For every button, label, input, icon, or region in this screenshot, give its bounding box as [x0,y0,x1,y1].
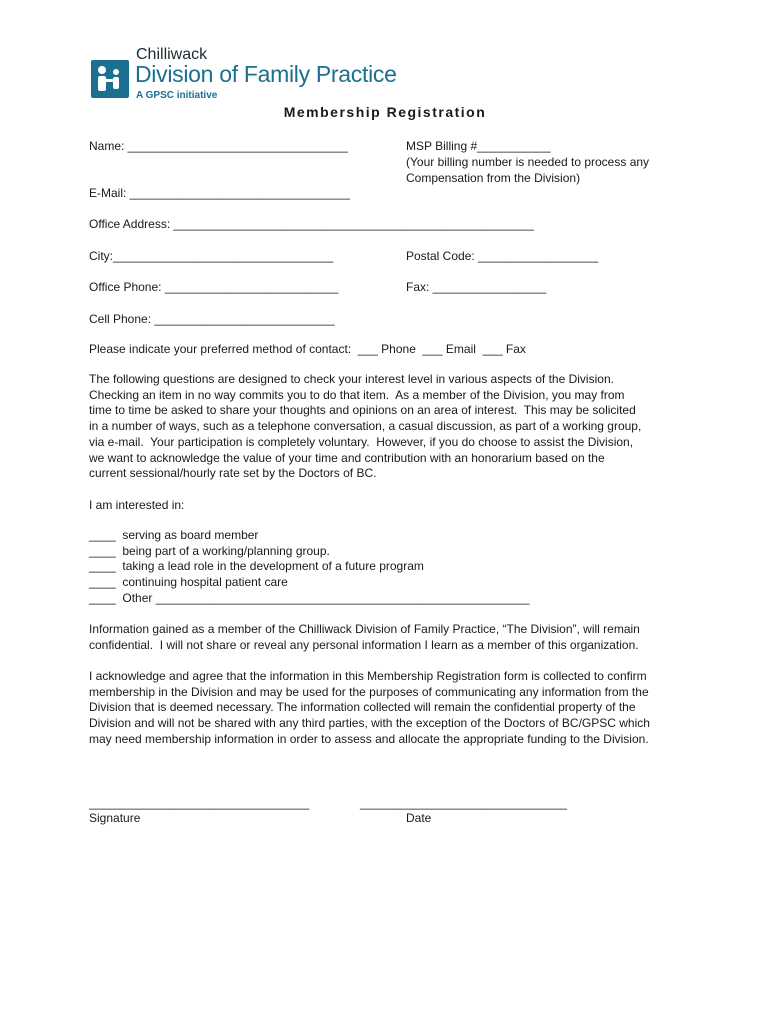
paragraph-line: The following questions are designed to check your interest level in various aspects of the Division. [89,372,614,386]
office-address-field[interactable]: Office Address: ______________________________________________________ [89,217,534,231]
paragraph-line: via e-mail. Your participation is completely voluntary. However, if you do choose to assist the Division, [89,434,634,449]
paragraph-line: current sessional/hourly rate set by the Doctors of BC. [89,466,377,481]
interest-option-working-group[interactable]: ____ being part of a working/planning group. [89,543,330,558]
paragraph-line: Division and will not be shared with any third parties, with the exception of the Doctors of BC/GPSC which [89,716,650,731]
paragraph-line: Division that is deemed necessary. The information collected will remain the confidential property of the [89,700,636,715]
email-field[interactable]: E-Mail: _________________________________ [89,186,350,200]
contact-preference-field[interactable]: Please indicate your preferred method of contact: ___ Phone ___ Email ___ Fax [89,342,526,356]
interest-option-board-member[interactable]: ____ serving as board member [89,528,259,542]
city-field[interactable]: City:_________________________________ [89,249,334,263]
date-line[interactable]: _______________________________ [360,796,567,810]
paragraph-line: in a number of ways, such as a telephone conversation, a casual discussion, as part of a working group, [89,419,642,434]
paragraph-line: we want to acknowledge the value of your time and contribution with an honorarium based on the [89,450,605,465]
logo-tagline: A GPSC initiative [136,90,218,101]
msp-billing-field[interactable]: MSP Billing #___________ [406,139,551,153]
paragraph-line: Information gained as a member of the Chilliwack Division of Family Practice, “The Division”, will remain [89,622,640,636]
paragraph-line: I acknowledge and agree that the information in this Membership Registration form is collected to confirm [89,669,647,683]
paragraph-line: Checking an item in no way commits you to do that item. As a member of the Division, you may from [89,387,625,402]
date-label: Date [406,811,432,825]
interest-option-hospital-care[interactable]: ____ continuing hospital patient care [89,575,288,590]
interested-in-heading: I am interested in: [89,498,185,512]
logo-location-text: Chilliwack [136,46,208,63]
logo-organization-name: Division of Family Practice [135,61,397,87]
paragraph-line: time to time be asked to share your thoughts and opinions on an area of interest. This may be solicited [89,403,636,418]
msp-billing-note-line-2: Compensation from the Division) [406,171,581,185]
signature-label: Signature [89,811,141,825]
cell-phone-field[interactable]: Cell Phone: ___________________________ [89,312,335,326]
msp-billing-note-line-1: (Your billing number is needed to process any [406,155,650,169]
office-phone-field[interactable]: Office Phone: __________________________ [89,280,339,294]
intro-paragraph [89,372,641,482]
paragraph-line: confidential. I will not share or reveal any personal information I learn as a member of this organization. [89,637,639,652]
paragraph-line: membership in the Division and may be used for the purposes of communicating any information from the [89,684,649,699]
organization-logo [91,46,401,104]
fax-field[interactable]: Fax: _________________ [406,280,547,294]
name-field[interactable]: Name: _________________________________ [89,139,348,153]
interest-option-other[interactable]: ____ Other ________________________________________________________ [89,590,530,605]
confidentiality-paragraph [89,622,640,653]
interest-options-list [89,528,529,607]
acknowledgement-paragraph [89,669,650,748]
family-practice-logo-icon [91,60,129,98]
interest-option-lead-role[interactable]: ____ taking a lead role in the development of a future program [89,559,424,574]
form-title: Membership Registration [283,104,487,120]
postal-code-field[interactable]: Postal Code: __________________ [406,249,599,263]
paragraph-line: may need membership information in order to assess and allocate the appropriate funding to the Division. [89,731,649,746]
signature-line[interactable]: _________________________________ [89,796,310,810]
